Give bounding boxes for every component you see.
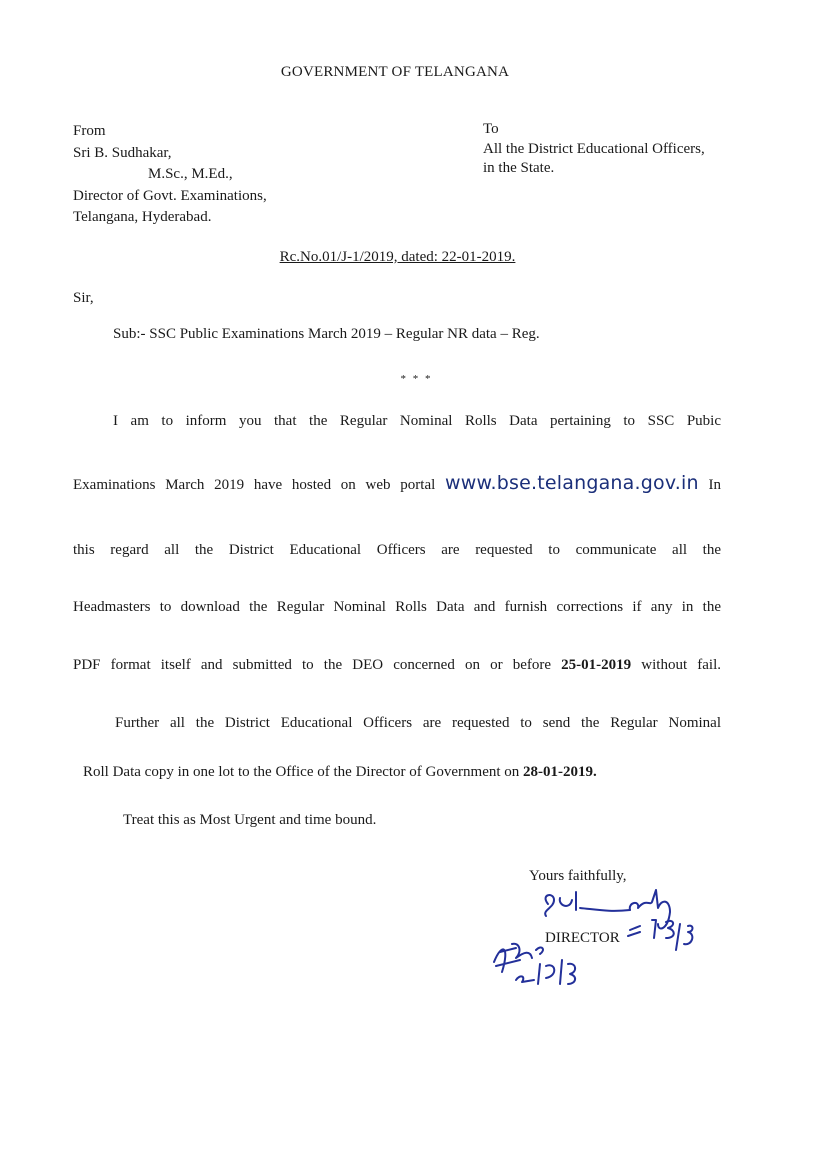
body-line-7-text: Roll Data copy in one lot to the Office of the Director of Government on [83, 764, 524, 780]
body-line-5-end: without fail. [631, 657, 721, 673]
body-line-2-text: Examinations March 2019 have hosted on web portal [73, 477, 446, 493]
deadline-date: 25-01-2019 [561, 657, 632, 673]
from-designation: Director of Govt. Examinations, [73, 187, 267, 204]
body-line-2 [73, 473, 721, 495]
body-line-1: I am to inform you that the Regular Nominal Rolls Data pertaining to SSC Pubic [113, 413, 721, 429]
document-heading: GOVERNMENT OF TELANGANA [280, 64, 510, 80]
to-line2: in the State. [483, 160, 555, 176]
body-line-8: Treat this as Most Urgent and time bound. [123, 812, 377, 828]
closing: Yours faithfully, [529, 868, 627, 884]
from-location: Telangana, Hyderabad. [73, 209, 212, 225]
reference-number: Rc.No.01/J-1/2019, dated: 22-01-2019. [279, 249, 516, 265]
body-line-3: this regard all the District Educational Officers are requested to communicate all the [73, 542, 721, 558]
to-block [483, 119, 705, 178]
to-label: To [483, 121, 499, 137]
from-qualification: M.Sc., M.Ed., [148, 166, 233, 182]
from-name: Sri B. Sudhakar, [73, 144, 172, 161]
signatory-designation: DIRECTOR [545, 930, 620, 946]
submission-date: 28-01-2019. [523, 764, 597, 780]
from-label: From [73, 123, 106, 139]
from-block [73, 121, 267, 229]
separator-stars: * * * [400, 373, 433, 385]
to-line1: All the District Educational Officers, [483, 140, 705, 157]
body-line-5 [73, 655, 721, 675]
body-line-4: Headmasters to download the Regular Nominal Rolls Data and furnish corrections if any in the [73, 599, 721, 615]
body-line-2-end: In [698, 477, 722, 493]
body-line-5-text: PDF format itself and submitted to the DEO concerned on or before [73, 657, 562, 673]
salutation: Sir, [73, 290, 94, 306]
body-line-7 [83, 762, 597, 782]
portal-url-link[interactable]: www.bse.telangana.gov.in [445, 472, 699, 494]
body-line-6: Further all the District Educational Officers are requested to send the Regular Nominal [115, 715, 721, 731]
subject-line: Sub:- SSC Public Examinations March 2019 – Regular NR data – Reg. [113, 326, 540, 342]
